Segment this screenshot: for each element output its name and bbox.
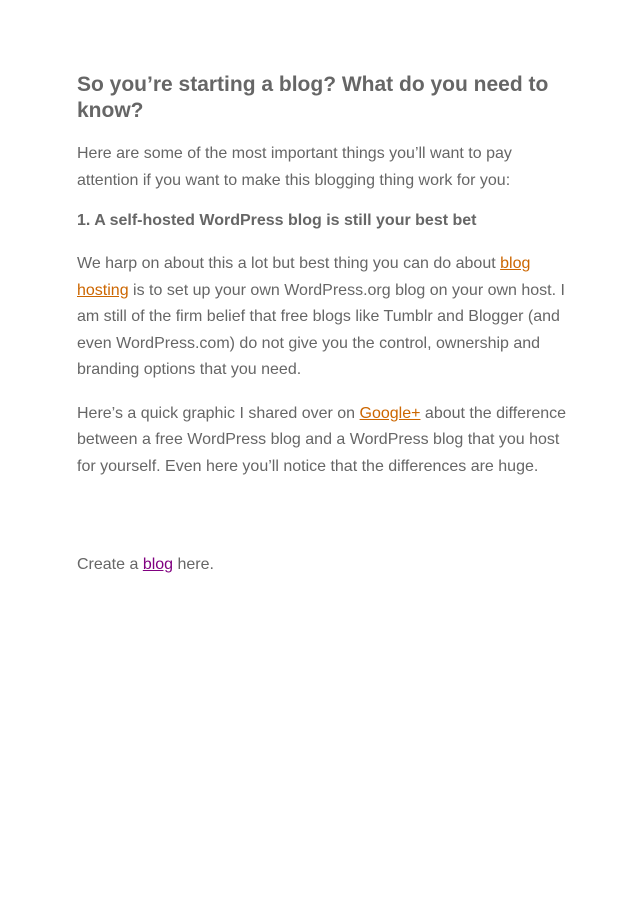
article-title: So you’re starting a blog? What do you need to know?: [77, 73, 549, 122]
hosting-paragraph-text-before: We harp on about this a lot but best thing you can do about: [77, 255, 501, 272]
graphic-paragraph-text-after: about the difference between a free WordPress blog and a WordPress blog that you host for yourself. Even here you’ll notice that the differences are huge.: [77, 404, 567, 475]
document-page: [77, 72, 567, 579]
google-plus-link[interactable]: Google+: [359, 404, 421, 422]
create-blog-text-after: here.: [173, 556, 214, 573]
graphic-paragraph: [77, 401, 567, 481]
intro-paragraph: Here are some of the most important things you’ll want to pay attention if you want to make this blogging thing work for you:: [77, 145, 512, 189]
hosting-paragraph-text-after: is to set up your own WordPress.org blog on your own host. I am still of the firm belief that free blogs like Tumblr and Blogger (and even WordPress.com) do not give you the control, ownership and branding options that you need.: [77, 281, 565, 378]
create-blog-link[interactable]: blog: [142, 556, 174, 573]
section-heading: 1. A self-hosted WordPress blog is still your best bet: [77, 212, 477, 229]
create-blog-paragraph: [77, 552, 567, 579]
create-blog-text-before: Create a: [77, 556, 143, 573]
blog-hosting-link[interactable]: blog hosting: [77, 255, 531, 299]
hosting-paragraph: [77, 251, 567, 384]
graphic-paragraph-text-before: Here’s a quick graphic I shared over on: [77, 404, 360, 422]
